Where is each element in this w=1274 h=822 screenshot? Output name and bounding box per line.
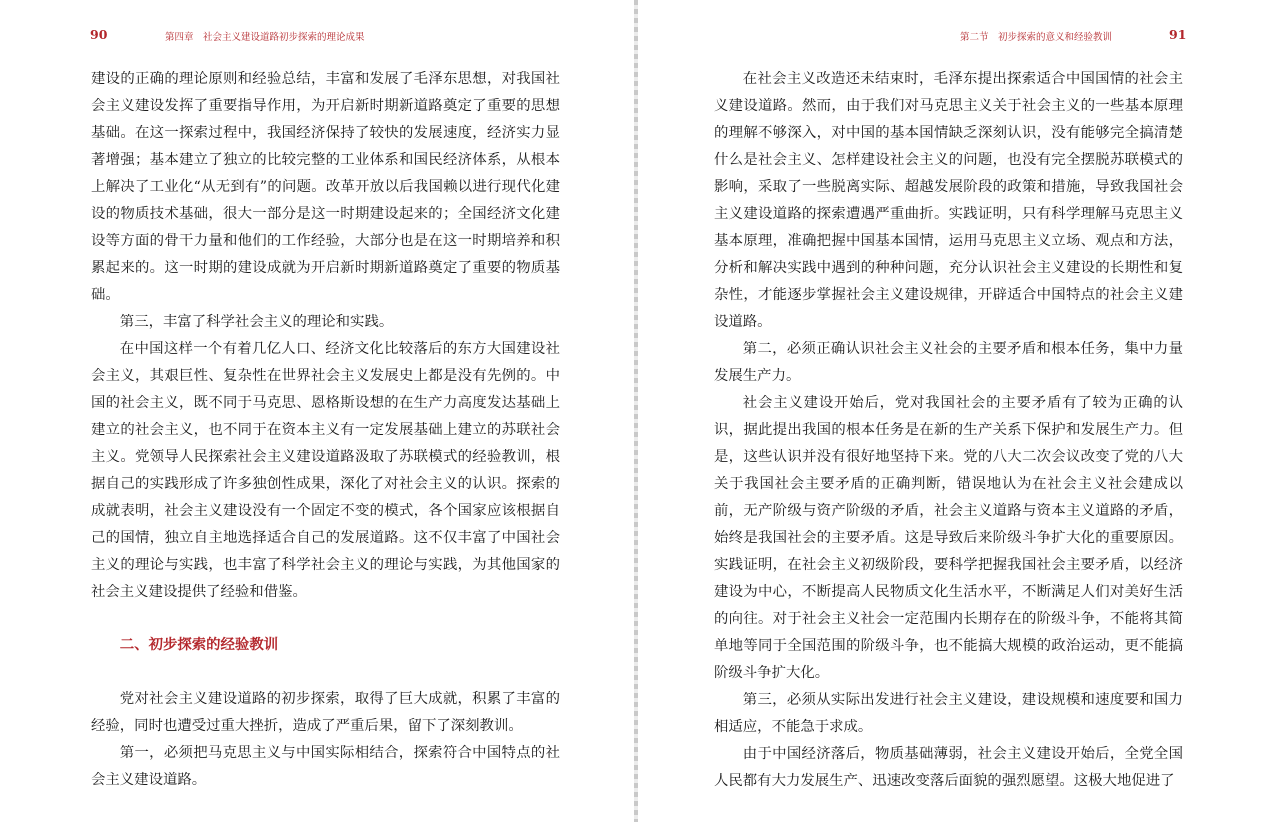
page-number: 90 [90, 27, 108, 42]
paragraph: 党对社会主义建设道路的初步探索，取得了巨大成就，积累了丰富的经验，同时也遭受过重大挫折，造成了严重后果，留下了深刻教训。 [91, 691, 560, 734]
running-head: 第四章 社会主义建设道路初步探索的理论成果 [165, 32, 365, 43]
body-text [714, 66, 1183, 795]
paragraph: 在中国这样一个有着几亿人口、经济文化比较落后的东方大国建设社会主义，其艰巨性、复杂性在世界社会主义发展史上都是没有先例的。中国的社会主义，既不同于马克思、恩格斯设想的在生产力高度发达基础上建立的社会主义，也不同于在资本主义有一定发展基础上建立的苏联社会主义。党领导人民探索社会主义建设道路汲取了苏联模式的经验教训，根据自己的实践形成了许多独创性成果，深化了对社会主义的认识。探索的成就表明，社会主义建设没有一个固定不变的模式，各个国家应该根据自己的国情，独立自主地选择适合自己的发展道路。这不仅丰富了中国社会主义的理论与实践，也丰富了科学社会主义的理论与实践，为其他国家的社会主义建设提供了经验和借鉴。 [91, 341, 560, 600]
paragraph-group [91, 686, 560, 794]
paragraph: 建设的正确的理论原则和经验总结，丰富和发展了毛泽东思想，对我国社会主义建设发挥了重要指导作用，为开启新时期新道路奠定了重要的思想基础。在这一探索过程中，我国经济保持了较快的发展速度，经济实力显著增强；基本建立了独立的比较完整的工业体系和国民经济体系，从根本上解决了工业化“从无到有”的问题。改革开放以后我国赖以进行现代化建设的物质技术基础，很大一部分是这一时期建设起来的；全国经济文化建设等方面的骨干力量和他们的工作经验，大部分也是在这一时期培养和积累起来的。这一时期的建设成就为开启新时期新道路奠定了重要的物质基础。 [91, 71, 560, 303]
paragraph: 第一，必须把马克思主义与中国实际相结合，探索符合中国特点的社会主义建设道路。 [91, 745, 560, 788]
paragraph: 第二，必须正确认识社会主义社会的主要矛盾和根本任务，集中力量发展生产力。 [714, 341, 1183, 384]
paragraph-group [714, 66, 1183, 795]
running-head: 第二节 初步探索的意义和经验教训 [960, 32, 1113, 43]
body-text [91, 66, 560, 794]
right-page [638, 0, 1274, 822]
page-number: 91 [1169, 27, 1187, 42]
left-page [0, 0, 636, 822]
paragraph: 社会主义建设开始后，党对我国社会的主要矛盾有了较为正确的认识，据此提出我国的根本任务是在新的生产关系下保护和发展生产力。但是，这些认识并没有很好地坚持下来。党的八大二次会议改变了党的八大关于我国社会主要矛盾的正确判断，错误地认为在社会主义社会建成以前，无产阶级与资产阶级的矛盾，社会主义道路与资本主义道路的矛盾，始终是我国社会的主要矛盾。这是导致后来阶级斗争扩大化的重要原因。实践证明，在社会主义初级阶段，要科学把握我国社会主要矛盾，以经济建设为中心，不断提高人民物质文化生活水平，不断满足人们对美好生活的向往。对于社会主义社会一定范围内长期存在的阶级斗争，不能将其简单地等同于全国范围的阶级斗争，也不能搞大规模的政治运动，更不能搞阶级斗争扩大化。 [714, 395, 1183, 681]
paragraph: 由于中国经济落后，物质基础薄弱，社会主义建设开始后，全党全国人民都有大力发展生产、迅速改变落后面貌的强烈愿望。这极大地促进了 [714, 746, 1183, 789]
paragraph-group [91, 66, 560, 606]
paragraph: 第三，丰富了科学社会主义的理论和实践。 [119, 314, 394, 330]
paragraph: 在社会主义改造还未结束时，毛泽东提出探索适合中国国情的社会主义建设道路。然而，由于我们对马克思主义关于社会主义的一些基本原理的理解不够深入，对中国的基本国情缺乏深刻认识，没有能够完全搞清楚什么是社会主义、怎样建设社会主义的问题，也没有完全摆脱苏联模式的影响，采取了一些脱离实际、超越发展阶段的政策和措施，导致我国社会主义建设道路的探索遭遇严重曲折。实践证明，只有科学理解马克思主义基本原理，准确把握中国基本国情，运用马克思主义立场、观点和方法，分析和解决实践中遇到的种种问题，充分认识社会主义建设的长期性和复杂性，才能逐步掌握社会主义建设规律，开辟适合中国特点的社会主义建设道路。 [714, 71, 1183, 330]
section-heading: 二、初步探索的经验教训 [119, 637, 279, 653]
paragraph: 第三，必须从实际出发进行社会主义建设，建设规模和速度要和国力相适应，不能急于求成。 [714, 692, 1183, 735]
